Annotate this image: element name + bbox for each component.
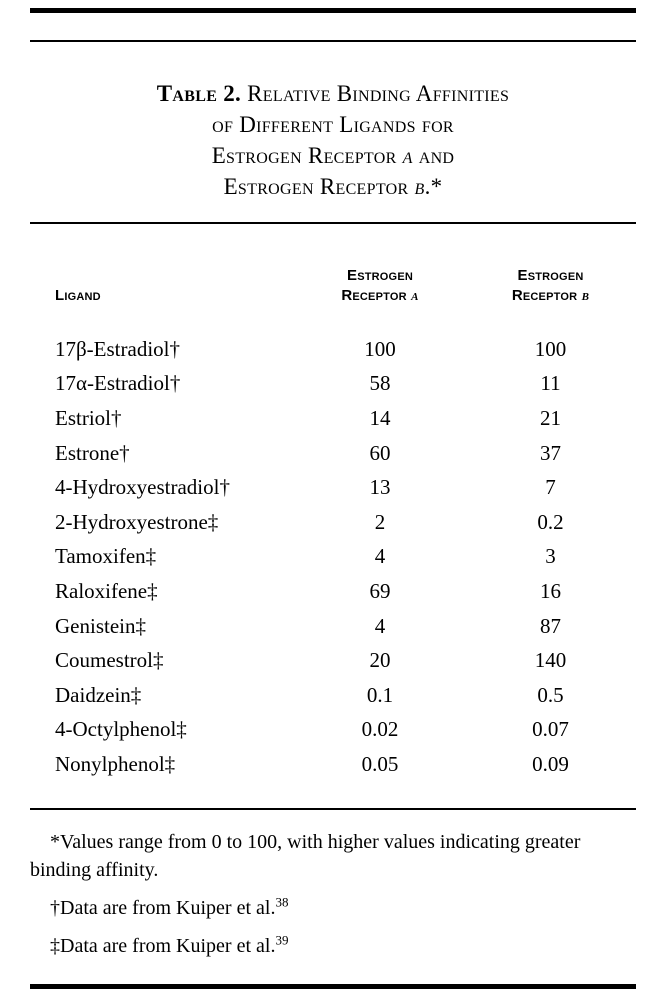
table-row — [30, 332, 636, 367]
table-title — [30, 78, 636, 202]
table-row — [30, 401, 636, 436]
beta-value-cell: 0.2 — [537, 509, 564, 534]
beta-value-cell: 3 — [545, 544, 556, 569]
ligand-cell: Genistein‡ — [55, 613, 146, 638]
beta-value-cell: 11 — [540, 371, 561, 396]
ligand-cell: 17β-Estradiol† — [55, 336, 180, 361]
alpha-value-cell: 100 — [364, 336, 396, 361]
alpha-value-cell: 4 — [374, 544, 386, 569]
footnote-double-dagger — [30, 932, 636, 960]
ligand-cell: 17α-Estradiol† — [55, 371, 181, 396]
title-line-3-pre: Estrogen Receptor — [211, 143, 403, 168]
reference-superscript: 38 — [275, 894, 289, 910]
alpha-value-cell: 0.02 — [361, 717, 399, 742]
ligand-cell: Coumestrol‡ — [55, 648, 164, 673]
alpha-value-cell: 20 — [369, 648, 391, 673]
top-thick-rule — [30, 8, 636, 13]
beta-value-cell: 140 — [534, 648, 567, 673]
alpha-symbol: α — [411, 288, 419, 304]
table-figure — [30, 0, 636, 1004]
header-line — [295, 286, 465, 306]
alpha-value-cell: 58 — [369, 371, 391, 396]
top-thin-rule — [30, 40, 636, 42]
table-row — [30, 470, 636, 505]
header-receptor-text: Receptor — [511, 287, 582, 304]
title-line-4-pre: Estrogen Receptor — [223, 174, 415, 199]
alpha-value-cell: 2 — [374, 509, 386, 534]
table-row — [30, 678, 636, 713]
beta-value-cell: 21 — [540, 405, 561, 430]
alpha-value-cell: 60 — [369, 440, 391, 465]
header-receptor-text: Receptor — [341, 287, 412, 304]
ligand-cell: Raloxifene‡ — [55, 578, 158, 603]
alpha-symbol: α — [402, 143, 413, 168]
footnote-dagger-text: †Data are from Kuiper et al. — [50, 896, 276, 919]
alpha-value-cell: 13 — [369, 475, 391, 500]
title-line-1-text: Relative Binding Affinities — [247, 81, 510, 106]
footnote-double-dagger-text: ‡Data are from Kuiper et al. — [50, 934, 276, 957]
alpha-value-cell: 4 — [374, 613, 386, 638]
column-header-ligand: Ligand — [55, 287, 101, 304]
column-header-er-alpha — [295, 266, 465, 306]
footnotes — [30, 828, 636, 960]
table-row — [30, 747, 636, 782]
ligand-cell: Estrone† — [55, 440, 130, 465]
title-line-3-post: and — [412, 143, 455, 168]
beta-symbol: β — [581, 288, 590, 304]
beta-value-cell: 16 — [540, 578, 561, 603]
table-header-row — [30, 266, 636, 306]
beta-value-cell: 100 — [534, 336, 567, 361]
title-line-3 — [30, 140, 636, 171]
footnote-asterisk: *Values range from 0 to 100, with higher values indicating greater binding affinity. — [30, 830, 581, 881]
table-row — [30, 643, 636, 678]
table-row — [30, 540, 636, 575]
beta-value-cell: 0.07 — [532, 717, 569, 742]
header-line: Estrogen — [347, 267, 413, 284]
reference-superscript: 39 — [275, 932, 289, 948]
table-row — [30, 436, 636, 471]
ligand-cell: Nonylphenol‡ — [55, 751, 176, 776]
ligand-cell: 4-Hydroxyestradiol† — [55, 475, 230, 500]
header-line: Estrogen — [517, 267, 584, 284]
rule-after-title — [30, 222, 636, 224]
column-header-er-beta — [465, 266, 636, 306]
header-line — [465, 286, 636, 306]
beta-symbol: β — [414, 174, 425, 199]
table-row — [30, 574, 636, 609]
title-table-number: Table 2. — [156, 81, 242, 106]
beta-value-cell: 87 — [540, 613, 561, 638]
footnote-dagger — [30, 894, 636, 922]
ligand-cell: Estriol† — [55, 405, 122, 430]
alpha-value-cell: 69 — [369, 578, 391, 603]
title-line-2: of Different Ligands for — [212, 112, 454, 137]
title-line-1 — [30, 78, 636, 109]
bottom-thick-rule — [30, 984, 636, 989]
title-line-4 — [30, 171, 636, 202]
beta-value-cell: 37 — [540, 440, 561, 465]
rule-before-footnotes — [30, 808, 636, 810]
table-row — [30, 609, 636, 644]
table-body — [30, 332, 636, 782]
alpha-value-cell: 0.1 — [366, 682, 394, 707]
alpha-value-cell: 0.05 — [361, 751, 399, 776]
beta-value-cell: 0.09 — [532, 751, 569, 776]
ligand-cell: 4-Octylphenol‡ — [55, 717, 187, 742]
table-row — [30, 505, 636, 540]
table-row — [30, 367, 636, 402]
beta-value-cell: 7 — [545, 475, 556, 500]
ligand-cell: Daidzein‡ — [55, 682, 142, 707]
table-row — [30, 713, 636, 748]
beta-value-cell: 0.5 — [537, 682, 564, 707]
alpha-value-cell: 14 — [369, 405, 391, 430]
ligand-cell: Tamoxifen‡ — [55, 544, 157, 569]
ligand-cell: 2-Hydroxyestrone‡ — [55, 509, 219, 534]
title-line-4-post: .* — [424, 174, 443, 199]
